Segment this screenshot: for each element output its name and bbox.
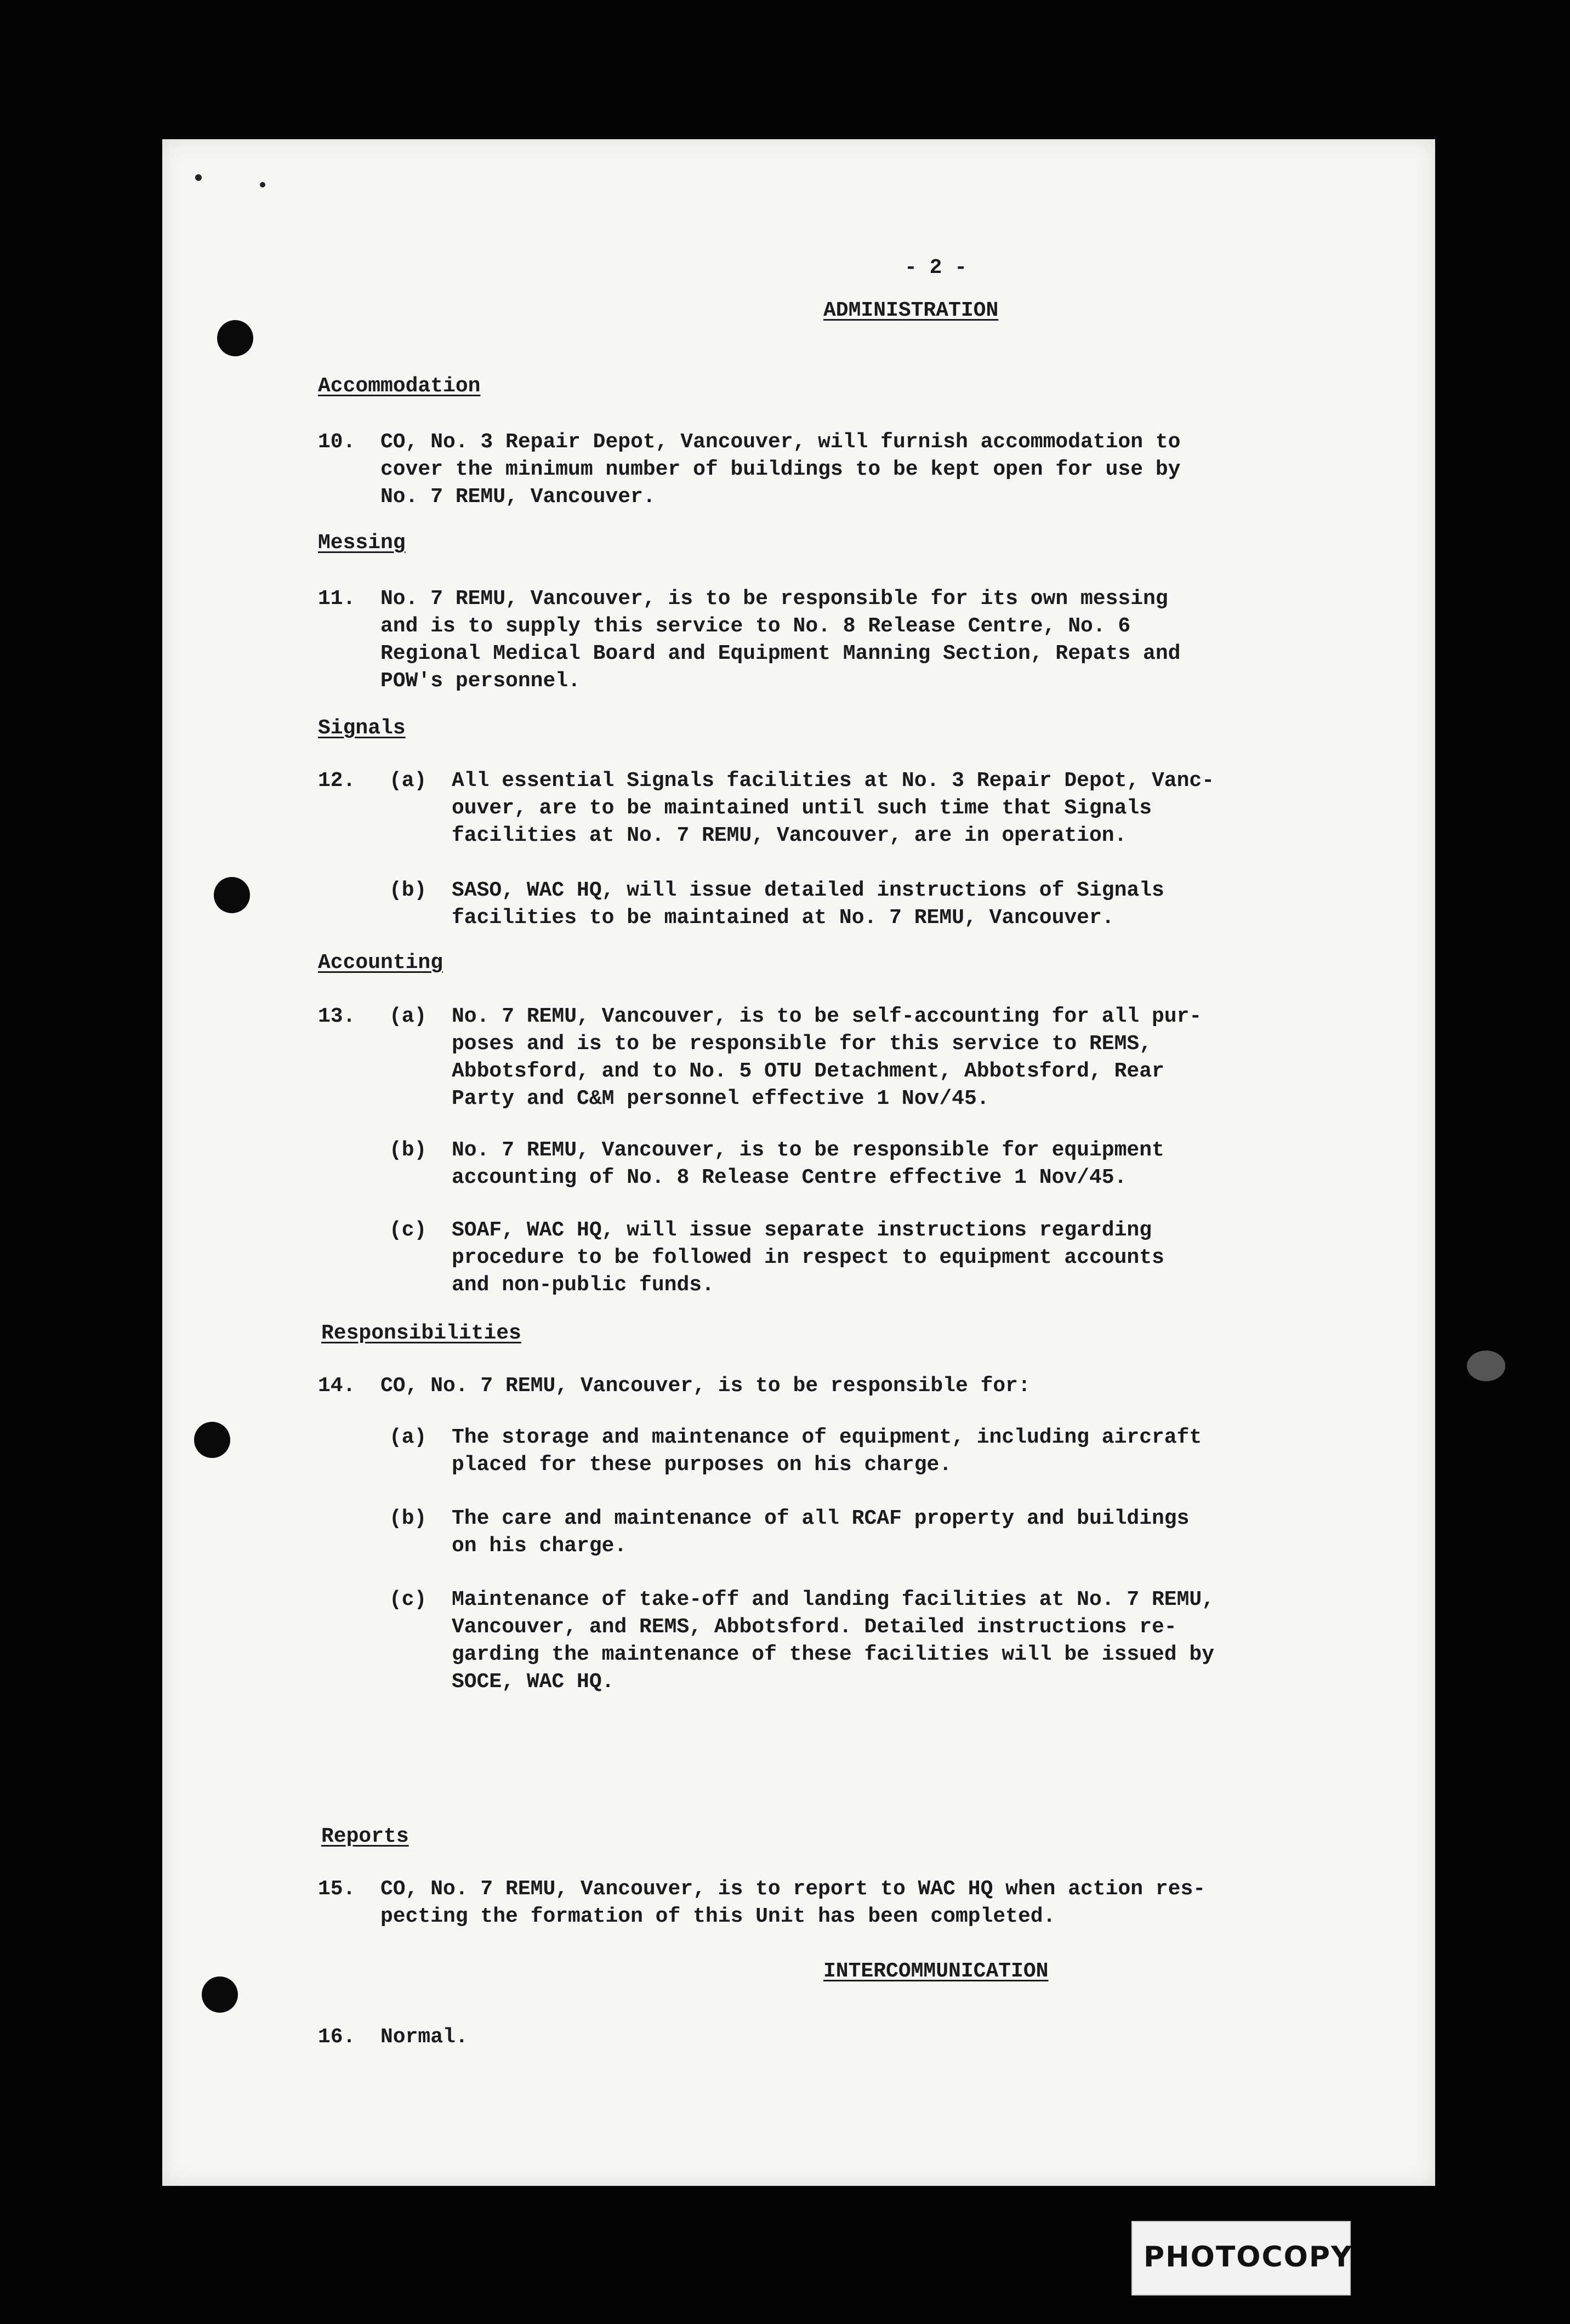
punch-hole bbox=[217, 320, 253, 356]
photocopy-stamp-text: PHOTOCOPY bbox=[1144, 2241, 1353, 2274]
subparagraph-label: (a) bbox=[389, 1426, 427, 1449]
paragraph-intro: CO, No. 7 REMU, Vancouver, is to be responsible for: bbox=[380, 1374, 1031, 1398]
subparagraph-label: (b) bbox=[389, 879, 427, 902]
paragraph-number: 12. bbox=[318, 769, 356, 793]
punch-hole bbox=[194, 1422, 230, 1458]
subparagraph-text: No. 7 REMU, Vancouver, is to be responsible for equipment accounting of No. 8 Release Centre effective 1 Nov/45. bbox=[452, 1138, 1164, 1189]
paragraph-number: 14. bbox=[318, 1374, 356, 1398]
smudge bbox=[1467, 1351, 1505, 1381]
heading-signals: Signals bbox=[318, 716, 406, 740]
punch-hole bbox=[214, 877, 250, 913]
heading-messing: Messing bbox=[318, 531, 406, 555]
document-page bbox=[162, 139, 1435, 2186]
paragraph-number: 16. bbox=[318, 2025, 356, 2049]
section-heading-intercommunication: INTERCOMMUNICATION bbox=[823, 1960, 1049, 1983]
subparagraph-text: All essential Signals facilities at No. 3 Repair Depot, Vanc- ouver, are to be maintained until such time that Signals facilities at No. 7 REMU, Vancouver, are in operation. bbox=[452, 769, 1215, 847]
heading-reports: Reports bbox=[321, 1825, 409, 1848]
subparagraph-text: SASO, WAC HQ, will issue detailed instructions of Signals facilities to be maintained at No. 7 REMU, Vancouver. bbox=[452, 879, 1164, 930]
subparagraph-label: (a) bbox=[389, 769, 427, 793]
heading-accommodation: Accommodation bbox=[318, 374, 481, 398]
paragraph-text: Normal. bbox=[380, 2025, 468, 2049]
subparagraph-text: The storage and maintenance of equipment, including aircraft placed for these purposes on his charge. bbox=[452, 1426, 1202, 1477]
section-heading-administration: ADMINISTRATION bbox=[823, 299, 999, 322]
paragraph-number: 10. bbox=[318, 430, 356, 454]
subparagraph-label: (a) bbox=[389, 1005, 427, 1028]
subparagraph-text: No. 7 REMU, Vancouver, is to be self-accounting for all pur- poses and is to be responsible for this service to REMS, Abbotsford, and to No. 5 OTU Detachment, Abbotsford, Rear Party and C&M personnel effective 1 Nov/45. bbox=[452, 1005, 1202, 1110]
subparagraph-text: Maintenance of take-off and landing facilities at No. 7 REMU, Vancouver, and REMS, Abbotsford. Detailed instructions re- garding the maintenance of these facilities will be issued by SOCE, WAC HQ. bbox=[452, 1588, 1215, 1694]
paragraph-text: No. 7 REMU, Vancouver, is to be responsible for its own messing and is to supply this service to No. 8 Release Centre, No. 6 Regional Medical Board and Equipment Manning Section, Repats and POW's personnel. bbox=[380, 587, 1181, 693]
speck bbox=[260, 182, 265, 187]
photocopy-stamp bbox=[1131, 2221, 1351, 2295]
paragraph-number: 11. bbox=[318, 587, 356, 611]
paragraph-text: CO, No. 3 Repair Depot, Vancouver, will furnish accommodation to cover the minimum number of buildings to be kept open for use by No. 7 REMU, Vancouver. bbox=[380, 430, 1181, 509]
subparagraph-text: The care and maintenance of all RCAF property and buildings on his charge. bbox=[452, 1507, 1190, 1558]
heading-responsibilities: Responsibilities bbox=[321, 1322, 521, 1345]
paragraph-text: CO, No. 7 REMU, Vancouver, is to report to WAC HQ when action res- pecting the formation of this Unit has been completed. bbox=[380, 1877, 1206, 1928]
heading-accounting: Accounting bbox=[318, 951, 443, 975]
paragraph-number: 13. bbox=[318, 1005, 356, 1028]
speck bbox=[195, 174, 202, 181]
subparagraph-label: (c) bbox=[389, 1218, 427, 1242]
paragraph-number: 15. bbox=[318, 1877, 356, 1901]
subparagraph-label: (b) bbox=[389, 1138, 427, 1162]
subparagraph-text: SOAF, WAC HQ, will issue separate instructions regarding procedure to be followed in respect to equipment accounts and non-public funds. bbox=[452, 1218, 1164, 1297]
punch-hole bbox=[202, 1976, 238, 2013]
subparagraph-label: (b) bbox=[389, 1507, 427, 1530]
subparagraph-label: (c) bbox=[389, 1588, 427, 1611]
page-number: - 2 - bbox=[905, 256, 968, 280]
